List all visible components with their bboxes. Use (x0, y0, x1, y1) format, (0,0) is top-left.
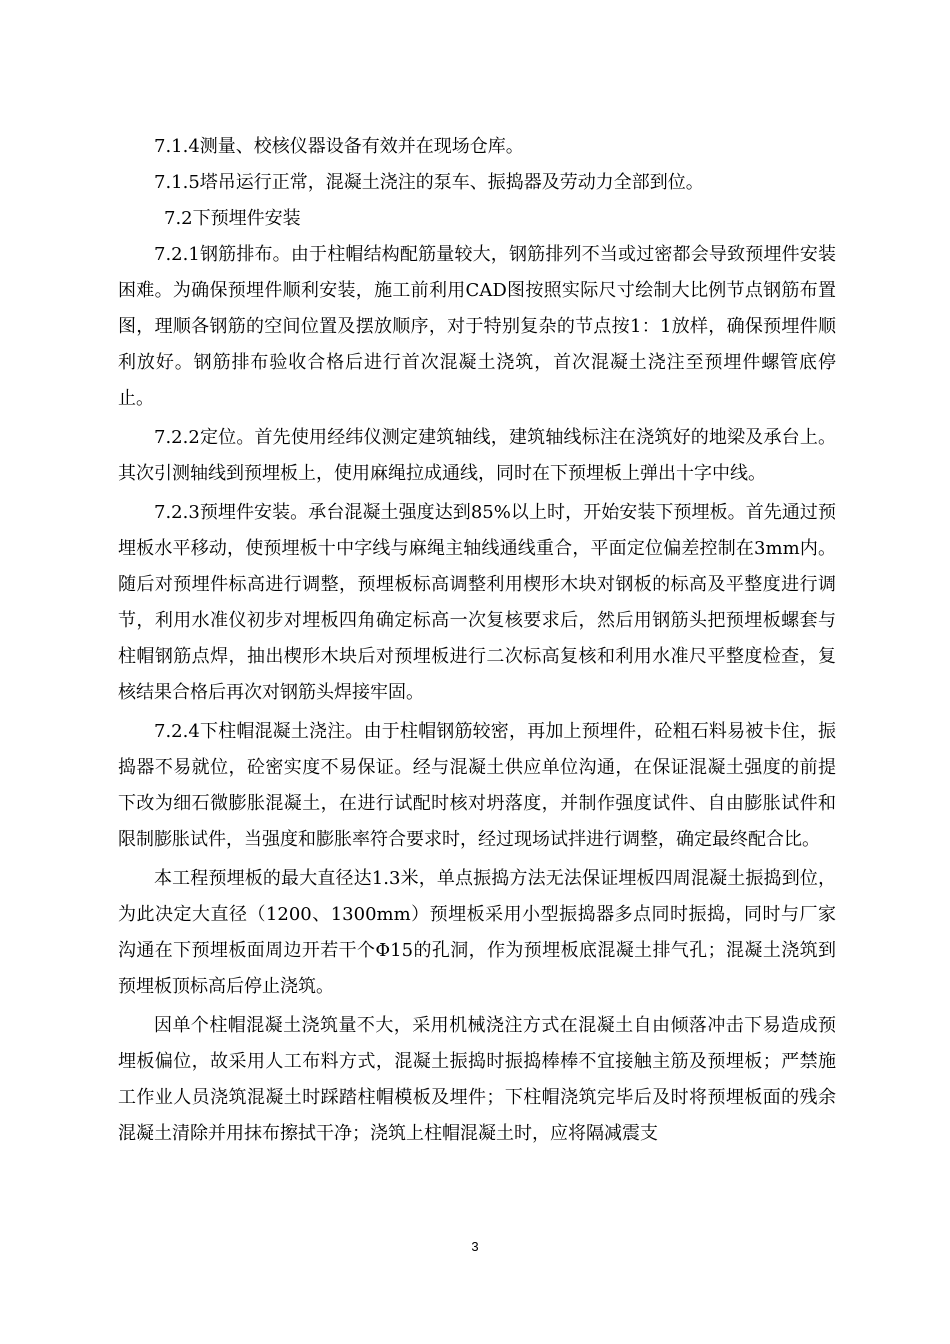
paragraph-7-2-2: 7.2.2定位。首先使用经纬仪测定建筑轴线，建筑轴线标注在浇筑好的地梁及承台上。其次引测轴线到预埋板上，使用麻绳拉成通线，同时在下预埋板上弹出十字中线。 (118, 427, 836, 484)
paragraph-embedded-plate: 本工程预埋板的最大直径达1.3米，单点振捣方法无法保证埋板四周混凝土振捣到位，为此决定大直径（1200、1300mm）预埋板采用小型振捣器多点同时振捣，同时与厂家沟通在下预埋板面周边开若干个Φ15的孔洞，作为预埋板底混凝土排气孔；混凝土浇筑到预埋板顶标高后停止浇筑。 (118, 868, 836, 997)
paragraph-7-2-3: 7.2.3预埋件安装。承台混凝土强度达到85%以上时，开始安装下预埋板。首先通过预埋板水平移动，使预埋板十中字线与麻绳主轴线通线重合，平面定位偏差控制在3mm内。随后对预埋件标高进行调整，预埋板标高调整利用楔形木块对钢板的标高及平整度进行调节，利用水准仪初步对埋板四角确定标高一次复核要求后，然后用钢筋头把预埋板螺套与柱帽钢筋点焊，抽出楔形木块后对预埋板进行二次标高复核和利用水准尺平整度检查，复核结果合格后再次对钢筋头焊接牢固。 (118, 502, 836, 703)
paragraph-7-1-4: 7.1.4测量、校核仪器设备有效并在现场仓库。 (154, 136, 524, 157)
page-number: 3 (471, 1239, 479, 1254)
document-body (118, 129, 836, 1152)
paragraph-7-1-5: 7.1.5塔吊运行正常，混凝土浇注的泵车、振捣器及劳动力全部到位。 (154, 172, 704, 193)
section-heading-7-2: 7.2下预埋件安装 (164, 208, 301, 229)
paragraph-7-2-1: 7.2.1钢筋排布。由于柱帽结构配筋量较大，钢筋排列不当或过密都会导致预埋件安装困难。为确保预埋件顺利安装，施工前利用CAD图按照实际尺寸绘制大比例节点钢筋布置图，理顺各钢筋的空间位置及摆放顺序，对于特别复杂的节点按1：1放样，确保预埋件顺利放好。钢筋排布验收合格后进行首次混凝土浇筑，首次混凝土浇注至预埋件螺管底停止。 (118, 244, 836, 409)
paragraph-7-2-4: 7.2.4下柱帽混凝土浇注。由于柱帽钢筋较密，再加上预埋件，砼粗石料易被卡住，振捣器不易就位，砼密实度不易保证。经与混凝土供应单位沟通，在保证混凝土强度的前提下改为细石微膨胀混凝土，在进行试配时核对坍落度，并制作强度试件、自由膨胀试件和限制膨胀试件，当强度和膨胀率符合要求时，经过现场试拌进行调整，确定最终配合比。 (118, 721, 836, 850)
paragraph-manual-placement: 因单个柱帽混凝土浇筑量不大，采用机械浇注方式在混凝土自由倾落冲击下易造成预埋板偏位，故采用人工布料方式，混凝土振捣时振捣棒棒不宜接触主筋及预埋板；严禁施工作业人员浇筑混凝土时踩踏柱帽模板及埋件；下柱帽浇筑完毕后及时将预埋板面的残余混凝土清除并用抹布擦拭干净；浇筑上柱帽混凝土时，应将隔减震支 (118, 1015, 836, 1144)
